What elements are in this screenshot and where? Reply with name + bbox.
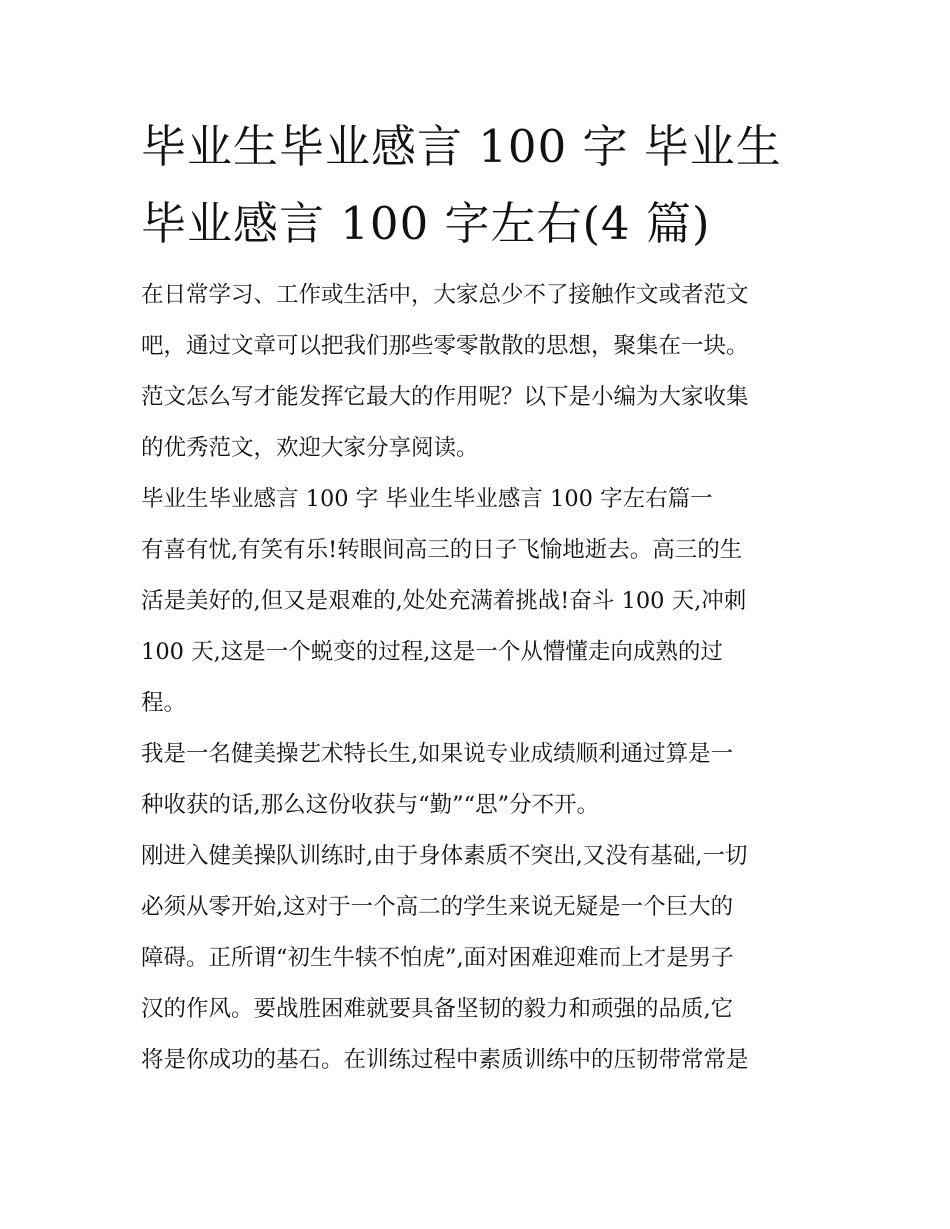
text-line: 障碍。正所谓“初生牛犊不怕虎”,面对困难迎难而上才是男子: [141, 945, 734, 971]
text-line: 将是你成功的基石。在训练过程中素质训练中的压韧带常常是: [141, 1047, 749, 1073]
paragraph: [141, 831, 813, 1086]
text-line: 汉的作风。要战胜困难就要具备坚韧的毅力和顽强的品质,它: [141, 996, 734, 1022]
text-line: 吧，通过文章可以把我们那些零零散散的思想，聚集在一块。: [141, 333, 749, 359]
text-line: 必须从零开始,这对于一个高二的学生来说无疑是一个巨大的: [141, 894, 734, 920]
text-line: 有喜有忧,有笑有乐!转眼间高三的日子飞愉地逝去。高三的生: [141, 537, 743, 563]
text-line: 活是美好的,但又是艰难的,处处充满着挑战!奋斗 100 天,冲刺: [141, 588, 747, 614]
section-heading: [141, 474, 813, 525]
text-line: 100 天,这是一个蜕变的过程,这是一个从懵懂走向成熟的过: [141, 639, 723, 665]
text-line: 范文怎么写才能发挥它最大的作用呢？以下是小编为大家收集: [141, 384, 749, 410]
paragraph: [141, 525, 813, 729]
title-line: 毕业生毕业感言 100 字 毕业生: [141, 120, 782, 173]
document-content: [141, 108, 813, 1086]
text-line: 在日常学习、工作或生活中，大家总少不了接触作文或者范文: [141, 282, 749, 308]
text-line: 种收获的话,那么这份收获与“勤”“思”分不开。: [141, 792, 600, 818]
text-line: 的优秀范文，欢迎大家分享阅读。: [141, 435, 479, 461]
text-line: 刚进入健美操队训练时,由于身体素质不突出,又没有基础,一切: [141, 843, 748, 869]
text-line: 我是一名健美操艺术特长生,如果说专业成绩顺利通过算是一: [141, 741, 734, 767]
document-body: [141, 270, 813, 1086]
text-line: 毕业生毕业感言 100 字 毕业生毕业感言 100 字左右篇一: [141, 486, 713, 512]
page-title: [141, 108, 813, 262]
paragraph-intro: [141, 270, 813, 474]
text-line: 程。: [141, 690, 187, 716]
paragraph: [141, 729, 813, 831]
title-line: 毕业感言 100 字左右(4 篇): [141, 197, 711, 250]
